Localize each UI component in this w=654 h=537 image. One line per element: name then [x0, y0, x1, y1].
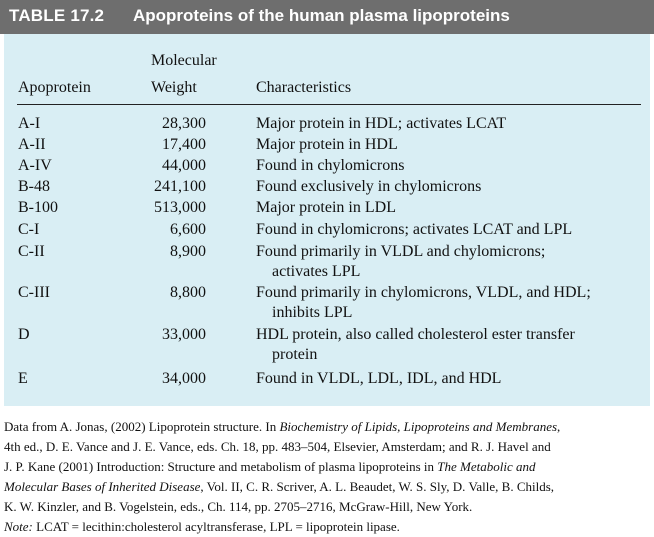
col-header-mw-line1: Molecular	[151, 52, 217, 69]
row-molecular-weight: 513,000	[154, 199, 206, 216]
row-characteristics: HDL protein, also called cholesterol ester transfer	[256, 326, 575, 343]
footnote-line-5: K. W. Kinzler, and B. Vogelstein, eds., Ch. 114, pp. 2705–2716, McGraw-Hill, New York.	[4, 499, 473, 514]
row-apoprotein: A-II	[18, 136, 46, 153]
footnote-line-1: Data from A. Jonas, (2002) Lipoprotein structure. In Biochemistry of Lipids, Lipoproteins and Membranes,	[4, 419, 561, 434]
col-header-characteristics: Characteristics	[256, 79, 352, 96]
row-molecular-weight: 241,100	[154, 178, 206, 195]
row-molecular-weight: 28,300	[162, 115, 206, 132]
row-apoprotein: D	[18, 326, 30, 343]
table-header	[0, 0, 654, 34]
row-characteristics: Found in VLDL, LDL, IDL, and HDL	[256, 370, 502, 387]
row-apoprotein: C-I	[18, 221, 40, 238]
row-molecular-weight: 17,400	[162, 136, 206, 153]
row-apoprotein: C-II	[18, 243, 45, 260]
footnote-line-3: J. P. Kane (2001) Introduction: Structure and metabolism of plasma lipoproteins in The Metabolic and	[4, 459, 536, 474]
row-characteristics: Major protein in LDL	[256, 199, 396, 216]
row-characteristics-continued: protein	[272, 346, 318, 363]
row-molecular-weight: 33,000	[162, 326, 206, 343]
header-rule	[17, 104, 641, 105]
row-characteristics: Found in chylomicrons; activates LCAT and LPL	[256, 221, 573, 238]
row-apoprotein: A-IV	[18, 157, 52, 174]
col-header-apoprotein: Apoprotein	[18, 79, 91, 96]
row-apoprotein: E	[18, 370, 28, 387]
row-characteristics: Found in chylomicrons	[256, 157, 405, 174]
row-characteristics: Major protein in HDL	[256, 136, 398, 153]
row-molecular-weight: 6,600	[170, 221, 206, 238]
row-apoprotein: B-100	[18, 199, 58, 216]
row-characteristics: Found primarily in chylomicrons, VLDL, and HDL;	[256, 284, 591, 301]
row-characteristics: Major protein in HDL; activates LCAT	[256, 115, 507, 132]
row-characteristics: Found primarily in VLDL and chylomicrons;	[256, 243, 546, 260]
table-panel	[4, 34, 650, 406]
row-characteristics-continued: activates LPL	[272, 263, 361, 280]
footnote-line-2: 4th ed., D. E. Vance and J. E. Vance, eds. Ch. 18, pp. 483–504, Elsevier, Amsterdam; and R. J. Havel and	[4, 439, 551, 454]
footnote-note: Note: LCAT = lecithin:cholesterol acyltransferase, LPL = lipoprotein lipase.	[4, 519, 400, 534]
row-characteristics: Found exclusively in chylomicrons	[256, 178, 482, 195]
row-molecular-weight: 34,000	[162, 370, 206, 387]
row-apoprotein: A-I	[18, 115, 41, 132]
row-characteristics-continued: inhibits LPL	[272, 304, 353, 321]
row-apoprotein: B-48	[18, 178, 50, 195]
table-title: Apoproteins of the human plasma lipoproteins	[133, 6, 510, 25]
row-apoprotein: C-III	[18, 284, 50, 301]
row-molecular-weight: 44,000	[162, 157, 206, 174]
row-molecular-weight: 8,800	[170, 284, 206, 301]
col-header-mw-line2: Weight	[151, 79, 197, 96]
footnote-line-4: Molecular Bases of Inherited Disease, Vol. II, C. R. Scriver, A. L. Beaudet, W. S. Sly, D. Valle, B. Childs,	[4, 479, 555, 494]
row-molecular-weight: 8,900	[170, 243, 206, 260]
table-number: TABLE 17.2	[9, 6, 105, 25]
